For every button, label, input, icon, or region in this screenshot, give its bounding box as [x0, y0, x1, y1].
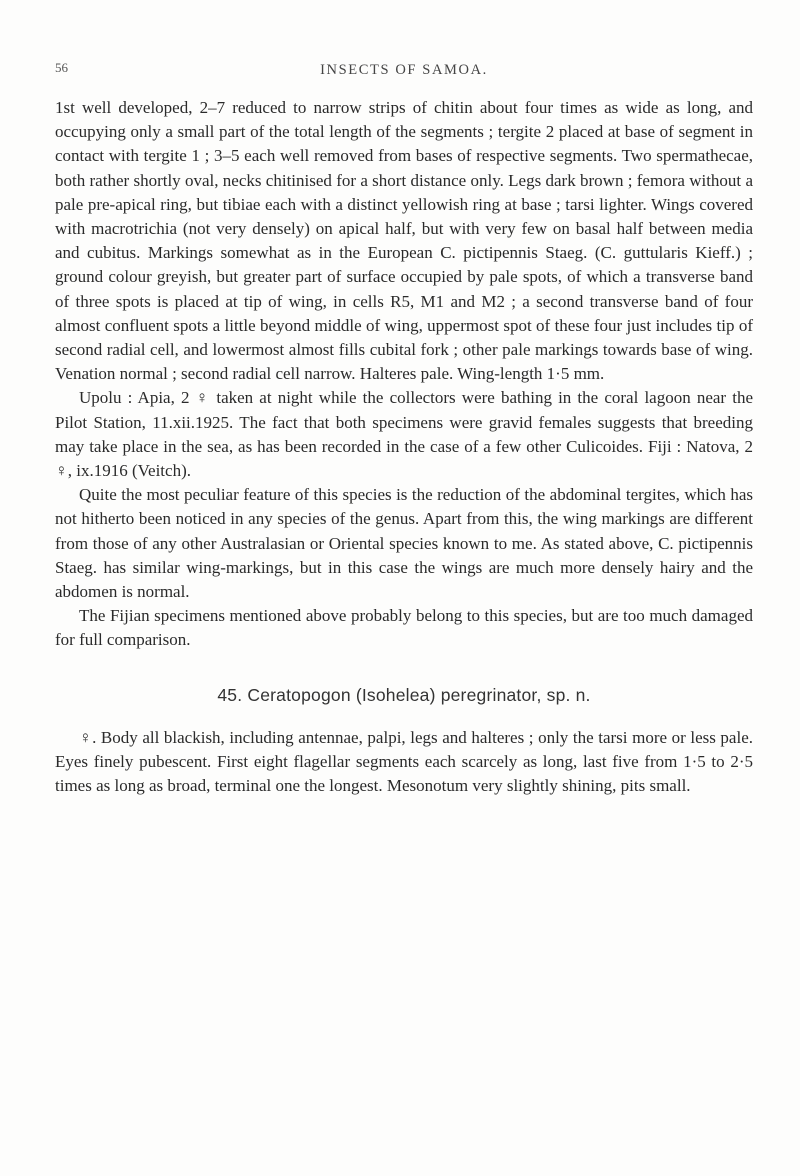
paragraph-species-description: ♀. Body all blackish, including antennae, palpi, legs and halteres ; only the tarsi more or less pale. Eyes finely pubescent. First eight flagellar segments each scarcely as long, last five from 1·5 to 2·5 times as long as broad, terminal one the longest. Mesonotum very slightly shining, pits small.	[55, 727, 753, 796]
paragraph-localities: Upolu : Apia, 2 ♀ taken at night while the collectors were bathing in the coral lagoon near the Pilot Station, 11.xii.1925. The fact that both specimens were gravid females suggests that breeding may take place in the sea, as has been recorded in the case of a few other Culicoides. Fiji : Natova, 2 ♀, ix.1916 (Veitch).	[55, 388, 753, 481]
paragraph-description-continued: 1st well developed, 2–7 reduced to narrow strips of chitin about four times as wide as long, and occupying only a small part of the total length of the segments ; tergite 2 placed at base of segment in contact with tergite 1 ; 3–5 each well removed from bases of respective segments. Two spermathecae, both rather shortly oval, necks chitinised for a short distance only. Legs dark brown ; femora without a pale pre-apical ring, but tibiae each with a distinct yellowish ring at base ; tarsi lighter. Wings covered with macrotrichia (not very densely) on apical half, but with very few on basal half between media and cubitus. Markings somewhat as in the European C. pictipennis Staeg. (C. guttularis Kieff.) ; ground colour greyish, but greater part of surface occupied by pale spots, of which a transverse band of three spots is placed at tip of wing, in cells R5, M1 and M2 ; a second transverse band of four almost confluent spots a little beyond middle of wing, uppermost spot of these four just includes tip of second radial cell, and lowermost almost fills cubital fork ; other pale markings towards base of wing. Venation normal ; second radial cell narrow. Halteres pale. Wing-length 1·5 mm.	[55, 98, 753, 384]
page-number: 56	[55, 60, 68, 75]
paragraph-peculiar-feature: Quite the most peculiar feature of this species is the reduction of the abdominal tergites, which has not hitherto been noticed in any species of the genus. Apart from this, the wing markings are different from those of any other Australasian or Oriental species known to me. As stated above, C. pictipennis Staeg. has similar wing-markings, but in this case the wings are much more densely hairy and the abdomen is normal.	[55, 485, 753, 602]
paragraph-fijian-specimens: The Fijian specimens mentioned above probably belong to this species, but are too much damaged for full comparison.	[55, 606, 753, 650]
page	[55, 58, 753, 798]
species-heading: 45. Ceratopogon (Isohelea) peregrinator, sp. n.	[217, 684, 591, 705]
running-title: INSECTS OF SAMOA.	[320, 62, 488, 78]
running-head	[55, 58, 753, 82]
